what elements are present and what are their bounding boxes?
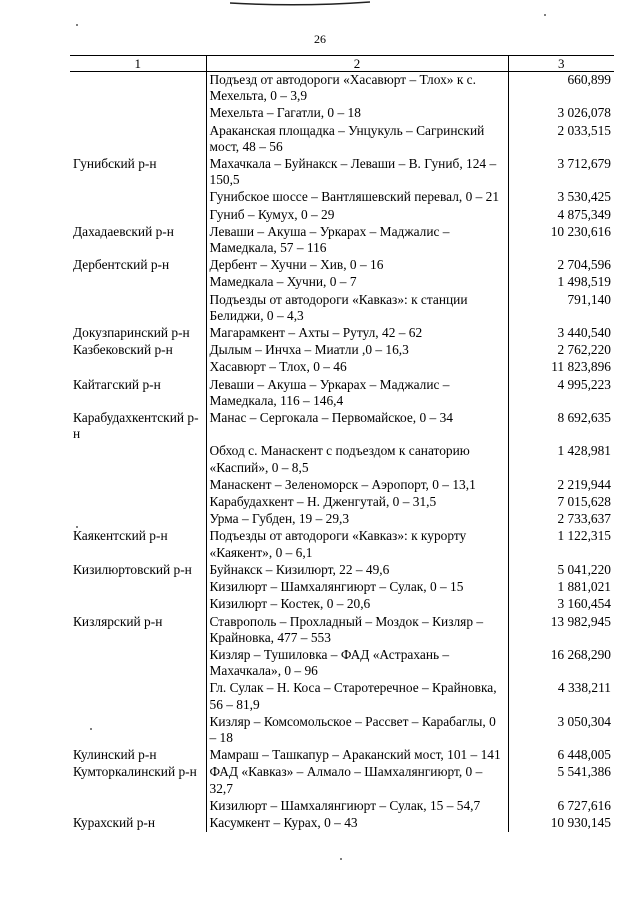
- table-row: [70, 477, 614, 494]
- road-cell: Кизилюрт – Шамхалянгиюрт – Сулак, 0 – 15: [206, 579, 508, 596]
- value-cell: 2 733,637: [508, 511, 614, 528]
- value-cell: 10 930,145: [508, 815, 614, 832]
- table-row: [70, 528, 614, 561]
- road-cell: Кизилюрт – Шамхалянгиюрт – Сулак, 15 – 54,7: [206, 798, 508, 815]
- table-row: [70, 207, 614, 224]
- district-cell: [70, 647, 206, 680]
- scan-speck: [544, 14, 546, 16]
- road-cell: Манаскент – Зеленоморск – Аэропорт, 0 – 13,1: [206, 477, 508, 494]
- table-row: [70, 815, 614, 832]
- table-row: [70, 342, 614, 359]
- road-cell: Хасавюрт – Тлох, 0 – 46: [206, 359, 508, 376]
- table-row: [70, 764, 614, 797]
- district-cell: Докузпаринский р-н: [73, 325, 190, 341]
- road-cell: Гунибское шоссе – Вантляшевский перевал, 0 – 21: [206, 189, 508, 206]
- table-header-row: [70, 56, 614, 72]
- table-row: [70, 647, 614, 680]
- road-cell: Мехельта – Гагатли, 0 – 18: [206, 105, 508, 122]
- district-cell: Курахский р-н: [73, 814, 156, 830]
- value-cell: 791,140: [508, 292, 614, 325]
- scan-speck: [340, 858, 342, 860]
- value-cell: 16 268,290: [508, 647, 614, 680]
- value-cell: 13 982,945: [508, 614, 614, 647]
- road-cell: Магарамкент – Ахты – Рутул, 42 – 62: [206, 325, 508, 342]
- value-cell: 11 823,896: [508, 359, 614, 376]
- value-cell: 2 704,596: [508, 257, 614, 274]
- district-cell: Кумторкалинский р-н: [73, 764, 197, 780]
- value-cell: 5 041,220: [508, 562, 614, 579]
- value-cell: 2 762,220: [508, 342, 614, 359]
- table-row: [70, 714, 614, 747]
- road-cell: Кизляр – Комсомольское – Рассвет – Карабаглы, 0 – 18: [206, 714, 508, 747]
- road-cell: Леваши – Акуша – Уркарах – Маджалис – Мамедкала, 57 – 116: [206, 224, 508, 257]
- district-cell: [70, 189, 206, 206]
- district-cell: [70, 477, 206, 494]
- district-cell: Каякентский р-н: [73, 528, 168, 544]
- page-number: 26: [314, 32, 326, 46]
- value-cell: 3 712,679: [508, 156, 614, 189]
- road-cell: Подъезды от автодороги «Кавказ»: к курорту «Каякент», 0 – 6,1: [206, 528, 508, 561]
- district-cell: Кулинский р-н: [73, 747, 157, 763]
- road-cell: Леваши – Акуша – Уркарах – Маджалис – Мамедкала, 116 – 146,4: [206, 377, 508, 410]
- table-row: [70, 72, 614, 106]
- district-cell: [70, 123, 206, 156]
- table-row: [70, 614, 614, 647]
- district-cell: [70, 494, 206, 511]
- value-cell: 5 541,386: [508, 764, 614, 797]
- table-row: [70, 798, 614, 815]
- value-cell: 4 875,349: [508, 207, 614, 224]
- district-cell: Карабудахкентский р-н: [73, 410, 199, 442]
- table-row: [70, 511, 614, 528]
- table-row: [70, 189, 614, 206]
- district-cell: Гунибский р-н: [73, 156, 157, 172]
- value-cell: 8 692,635: [508, 410, 614, 443]
- value-cell: 7 015,628: [508, 494, 614, 511]
- road-cell: Мамраш – Ташкапур – Араканский мост, 101 – 141: [206, 747, 508, 764]
- district-cell: [70, 292, 206, 325]
- road-cell: Гл. Сулак – Н. Коса – Старотеречное – Крайновка, 56 – 81,9: [206, 680, 508, 713]
- road-cell: Подъезд от автодороги «Хасавюрт – Тлох» к с. Мехельта, 0 – 3,9: [206, 72, 508, 106]
- district-cell: [70, 579, 206, 596]
- value-cell: 6 448,005: [508, 747, 614, 764]
- district-cell: [70, 798, 206, 815]
- table-row: [70, 377, 614, 410]
- value-cell: 1 122,315: [508, 528, 614, 561]
- value-cell: 4 338,211: [508, 680, 614, 713]
- value-cell: 3 026,078: [508, 105, 614, 122]
- scan-speck: [76, 24, 78, 26]
- district-cell: [70, 274, 206, 291]
- road-cell: Махачкала – Буйнакск – Леваши – В. Гуниб, 124 – 150,5: [206, 156, 508, 189]
- value-cell: 1 498,519: [508, 274, 614, 291]
- district-cell: [70, 680, 206, 713]
- column-header-2: 2: [206, 56, 508, 72]
- table-row: [70, 410, 614, 443]
- road-cell: Мамедкала – Хучни, 0 – 7: [206, 274, 508, 291]
- value-cell: 3 160,454: [508, 596, 614, 613]
- district-cell: [70, 359, 206, 376]
- district-cell: [70, 511, 206, 528]
- table-row: [70, 579, 614, 596]
- table-row: [70, 359, 614, 376]
- value-cell: 2 033,515: [508, 123, 614, 156]
- district-cell: Кизилюртовский р-н: [73, 561, 192, 577]
- table-row: [70, 443, 614, 476]
- district-cell: Кизлярский р-н: [73, 613, 163, 629]
- district-cell: Кайтагский р-н: [73, 376, 161, 392]
- road-cell: Манас – Сергокала – Первомайское, 0 – 34: [206, 410, 508, 443]
- table-row: [70, 596, 614, 613]
- table-row: [70, 747, 614, 764]
- value-cell: 1 428,981: [508, 443, 614, 476]
- table-row: [70, 680, 614, 713]
- table-row: [70, 494, 614, 511]
- table-row: [70, 292, 614, 325]
- table-row: [70, 274, 614, 291]
- district-cell: Дербентский р-н: [73, 257, 170, 273]
- district-cell: [70, 105, 206, 122]
- roads-table: [70, 55, 614, 832]
- value-cell: 2 219,944: [508, 477, 614, 494]
- district-cell: [70, 714, 206, 747]
- road-cell: Подъезды от автодороги «Кавказ»: к станции Белиджи, 0 – 4,3: [206, 292, 508, 325]
- column-header-1: 1: [70, 56, 206, 72]
- value-cell: 6 727,616: [508, 798, 614, 815]
- scan-artifact: [230, 0, 370, 6]
- value-cell: 3 050,304: [508, 714, 614, 747]
- road-cell: Дербент – Хучни – Хив, 0 – 16: [206, 257, 508, 274]
- road-cell: Касумкент – Курах, 0 – 43: [206, 815, 508, 832]
- column-header-3: 3: [508, 56, 614, 72]
- district-cell: Казбековский р-н: [73, 342, 173, 358]
- table-row: [70, 156, 614, 189]
- district-cell: [70, 72, 206, 106]
- road-cell: Ставрополь – Прохладный – Моздок – Кизляр – Крайновка, 477 – 553: [206, 614, 508, 647]
- table-row: [70, 105, 614, 122]
- district-cell: Дахадаевский р-н: [73, 223, 174, 239]
- table-row: [70, 325, 614, 342]
- value-cell: 4 995,223: [508, 377, 614, 410]
- road-cell: Обход с. Манаскент с подъездом к санаторию «Каспий», 0 – 8,5: [206, 443, 508, 476]
- road-cell: Карабудахкент – Н. Дженгутай, 0 – 31,5: [206, 494, 508, 511]
- road-cell: Гуниб – Кумух, 0 – 29: [206, 207, 508, 224]
- value-cell: 10 230,616: [508, 224, 614, 257]
- value-cell: 3 530,425: [508, 189, 614, 206]
- road-cell: Дылым – Инчха – Миатли ,0 – 16,3: [206, 342, 508, 359]
- value-cell: 660,899: [508, 72, 614, 106]
- road-cell: Кизилюрт – Костек, 0 – 20,6: [206, 596, 508, 613]
- district-cell: [70, 207, 206, 224]
- road-cell: Буйнакск – Кизилюрт, 22 – 49,6: [206, 562, 508, 579]
- table-row: [70, 123, 614, 156]
- table-row: [70, 562, 614, 579]
- value-cell: 1 881,021: [508, 579, 614, 596]
- district-cell: [70, 596, 206, 613]
- road-cell: Кизляр – Тушиловка – ФАД «Астрахань – Махачкала», 0 – 96: [206, 647, 508, 680]
- value-cell: 3 440,540: [508, 325, 614, 342]
- table-row: [70, 224, 614, 257]
- road-cell: Урма – Губден, 19 – 29,3: [206, 511, 508, 528]
- road-cell: Араканская площадка – Унцукуль – Сагринский мост, 48 – 56: [206, 123, 508, 156]
- road-cell: ФАД «Кавказ» – Алмало – Шамхалянгиюрт, 0 – 32,7: [206, 764, 508, 797]
- table-row: [70, 257, 614, 274]
- district-cell: [70, 443, 206, 476]
